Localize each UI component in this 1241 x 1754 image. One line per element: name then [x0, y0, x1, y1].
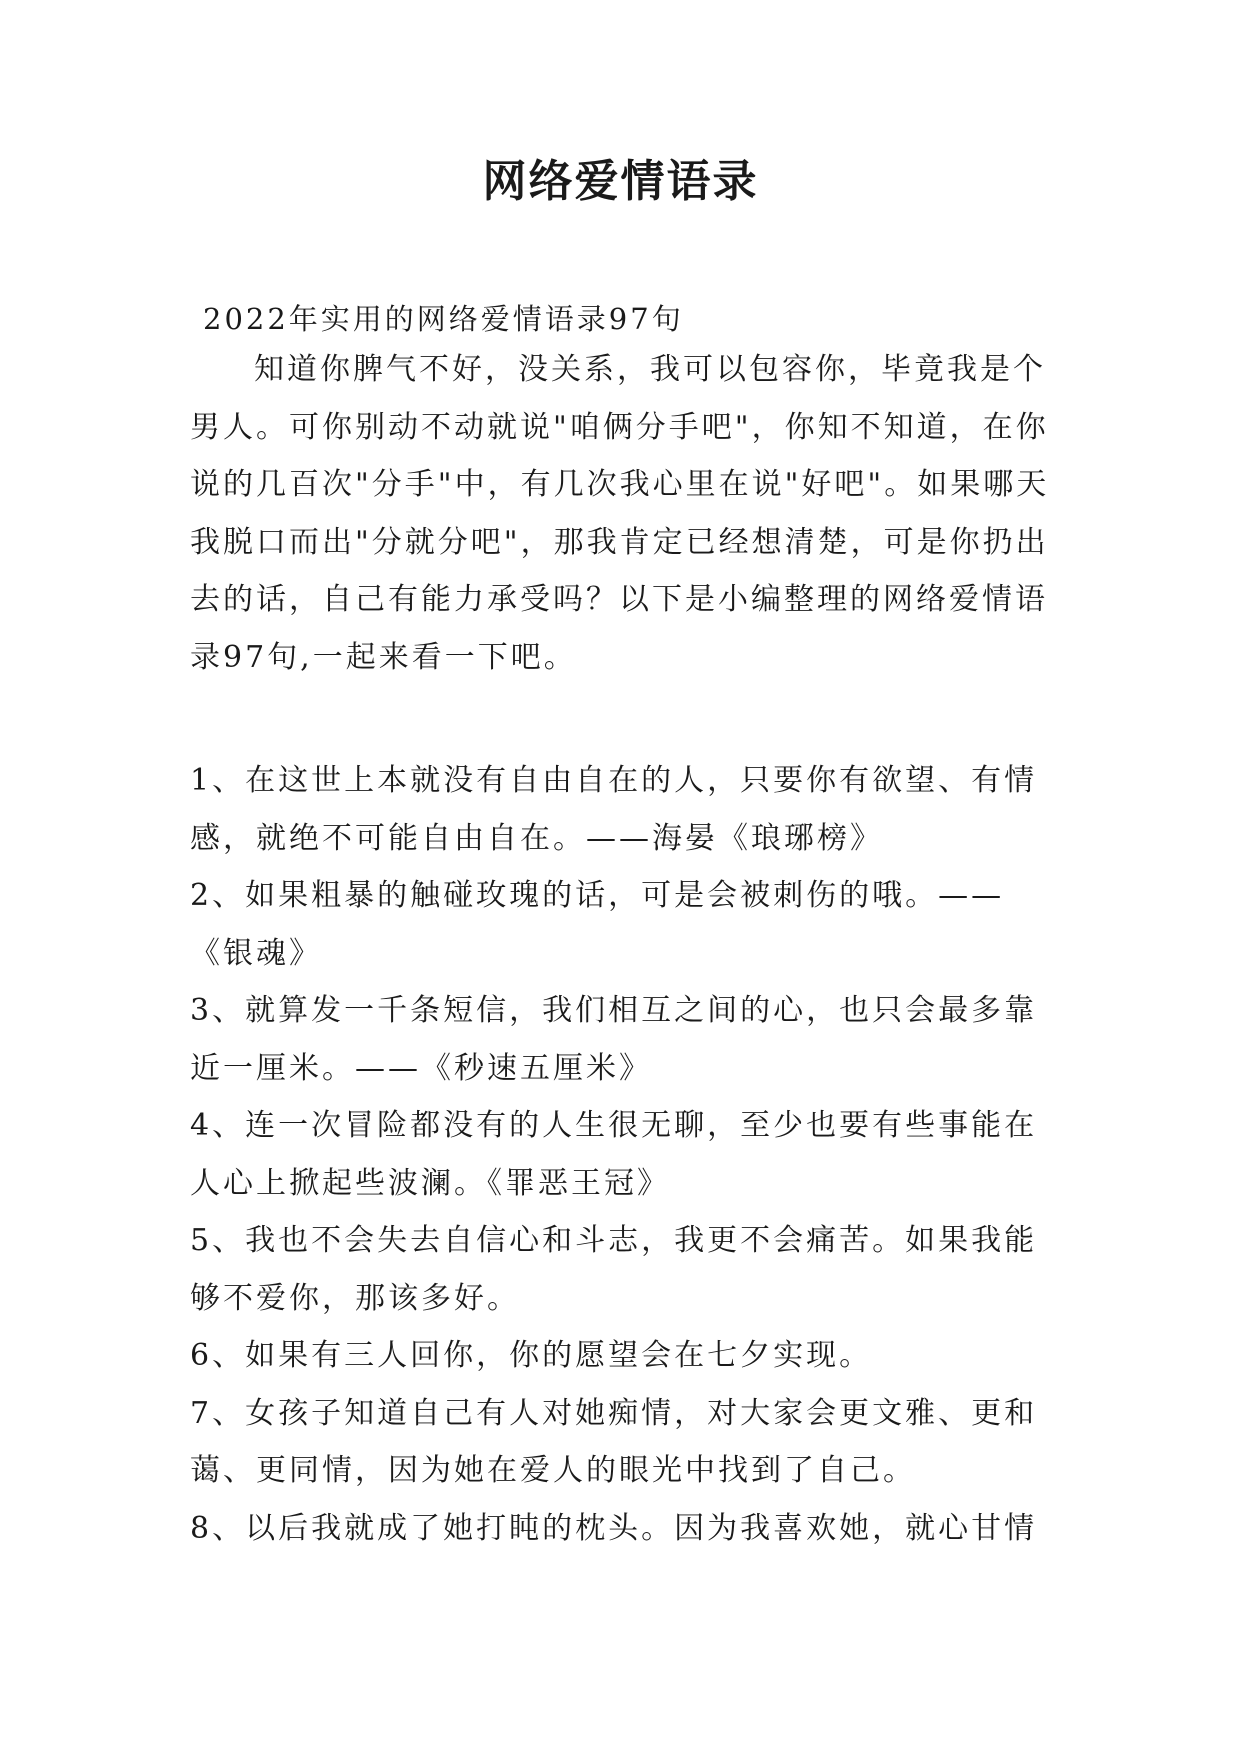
quote-item: 2、如果粗暴的触碰玫瑰的话，可是会被刺伤的哦。——《银魂》 — [190, 878, 1005, 971]
document-title: 网络爱情语录 — [482, 156, 759, 207]
quote-list — [190, 752, 1050, 1557]
quote-item: 4、连一次冒险都没有的人生很无聊，至少也要有些事能在人心上掀起些波澜。《罪恶王冠》 — [190, 1108, 1038, 1201]
quote-item: 3、就算发一千条短信，我们相互之间的心，也只会最多靠近一厘米。——《秒速五厘米》 — [190, 993, 1038, 1086]
intro-paragraph: 知道你脾气不好，没关系，我可以包容你，毕竟我是个男人。可你别动不动就说"咱俩分手吧"，你知不知道，在你说的几百次"分手"中，有几次我心里在说"好吧"。如果哪天我脱口而出"分就分吧"，那我肯定已经想清楚，可是你扔出去的话，自己有能力承受吗？以下是小编整理的网络爱情语录97句,一起来看一下吧。 — [190, 352, 1050, 675]
quote-item: 7、女孩子知道自己有人对她痴情，对大家会更文雅、更和蔼、更同情，因为她在爱人的眼光中找到了自己。 — [190, 1395, 1038, 1488]
quote-item: 1、在这世上本就没有自由自在的人，只要你有欲望、有情感，就绝不可能自由自在。——海晏《琅琊榜》 — [190, 763, 1038, 856]
quote-item: 5、我也不会失去自信心和斗志，我更不会痛苦。如果我能够不爱你，那该多好。 — [190, 1223, 1038, 1316]
document-subtitle: 2022年实用的网络爱情语录97句 — [203, 302, 684, 336]
quote-item: 8、以后我就成了她打盹的枕头。因为我喜欢她，就心甘情 — [190, 1510, 1038, 1546]
quote-item: 6、如果有三人回你，你的愿望会在七夕实现。 — [190, 1338, 873, 1373]
